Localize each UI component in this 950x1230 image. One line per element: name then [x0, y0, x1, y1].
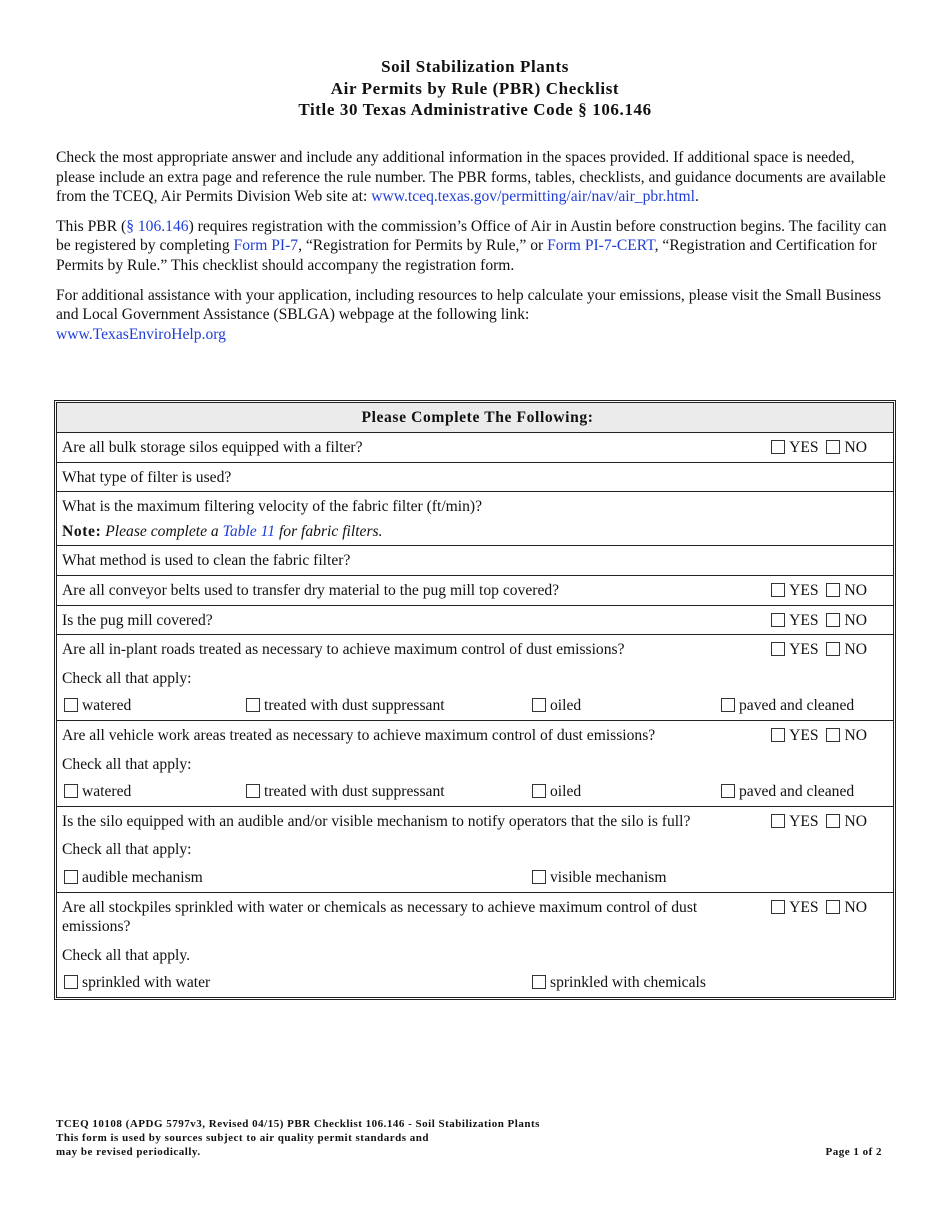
title-line-1: Soil Stabilization Plants [381, 57, 569, 76]
yes-no-group [771, 611, 867, 631]
no-checkbox[interactable] [826, 642, 840, 656]
form-pi-7-cert-link[interactable]: Form PI-7-CERT [547, 237, 655, 255]
checkbox[interactable] [246, 698, 260, 712]
no-checkbox[interactable] [826, 440, 840, 454]
question-row-silos-filter [57, 432, 893, 462]
question-row-pug-mill [57, 605, 893, 635]
intro-p2-c: , “Registration for Permits by Rule,” or [298, 237, 548, 255]
no-label: NO [844, 581, 867, 599]
intro-paragraph-2 [56, 217, 896, 276]
yes-checkbox[interactable] [771, 583, 785, 597]
yes-checkbox[interactable] [771, 613, 785, 627]
yes-label: YES [789, 611, 819, 629]
yes-checkbox[interactable] [771, 814, 785, 828]
checkbox[interactable] [721, 698, 735, 712]
check-all-label: Check all that apply: [62, 755, 192, 773]
no-label: NO [844, 812, 867, 830]
option-paved-cleaned[interactable]: paved and cleaned [721, 696, 854, 716]
checkbox[interactable] [64, 870, 78, 884]
option-watered[interactable]: watered [64, 696, 131, 716]
title-line-2: Air Permits by Rule (PBR) Checklist [330, 78, 620, 98]
question-row-filter-velocity[interactable] [57, 491, 893, 521]
note-text-a: Please complete a [105, 522, 223, 540]
no-label: NO [844, 726, 867, 744]
yes-checkbox[interactable] [771, 440, 785, 454]
yes-label: YES [789, 812, 819, 830]
checkbox[interactable] [64, 975, 78, 989]
yes-checkbox[interactable] [771, 728, 785, 742]
question-row-in-plant-roads [57, 634, 893, 720]
no-label: NO [844, 641, 867, 659]
footer-note-2: may be revised periodically. [56, 1146, 201, 1158]
options-silo-mechanism [62, 868, 893, 888]
checkbox[interactable] [532, 784, 546, 798]
question-row-filter-type[interactable] [57, 462, 893, 492]
yes-no-group [771, 438, 867, 458]
form-pi-7-link[interactable]: Form PI-7 [233, 237, 299, 255]
question-text: Are all bulk storage silos equipped with a filter? [62, 439, 363, 456]
check-all-label: Check all that apply: [62, 841, 192, 859]
options-vehicle-areas [62, 782, 893, 802]
check-all-label: Check all that apply. [62, 946, 191, 964]
page-footer [56, 1117, 882, 1159]
footer-form-id: TCEQ 10108 (APDG 5797v3, Revised 04/15) PBR Checklist 106.146 - Soil Stabilization Plants [56, 1118, 540, 1130]
no-checkbox[interactable] [826, 900, 840, 914]
question-text: Are all vehicle work areas treated as necessary to achieve maximum control of dust emissions? [62, 726, 656, 744]
document-title [0, 56, 950, 121]
checkbox[interactable] [532, 870, 546, 884]
intro-p3-text: For additional assistance with your application, including resources to help calculate your emissions, please visit the Small Business and Local Government Assistance (SBLGA) webpage at the following link: [56, 286, 882, 324]
checkbox[interactable] [246, 784, 260, 798]
yes-checkbox[interactable] [771, 900, 785, 914]
option-oiled[interactable]: oiled [532, 782, 581, 802]
question-row-vehicle-work-areas [57, 720, 893, 806]
yes-label: YES [789, 898, 819, 916]
rule-106-146-link[interactable]: § 106.146 [126, 217, 189, 235]
yes-label: YES [789, 641, 819, 659]
yes-label: YES [789, 439, 819, 456]
question-text: Are all conveyor belts used to transfer dry material to the pug mill top covered? [62, 581, 560, 599]
question-row-clean-method[interactable] [57, 545, 893, 575]
no-checkbox[interactable] [826, 814, 840, 828]
intro-p1-text: Check the most appropriate answer and include any additional information in the spaces provided. If additional space is needed, please include an extra page and reference the rule number. The PBR forms, tables, checklists, and guidance documents are available from the TCEQ, Air Permits Division Web site at: [56, 149, 886, 206]
option-dust-suppressant[interactable]: treated with dust suppressant [246, 782, 445, 802]
question-text: What type of filter is used? [62, 468, 232, 486]
footer-note-1: This form is used by sources subject to air quality permit standards and [56, 1132, 429, 1144]
option-sprinkled-water[interactable]: sprinkled with water [64, 973, 210, 993]
sblga-link[interactable]: www.TexasEnviroHelp.org [56, 325, 226, 343]
note-label: Note: [62, 522, 102, 540]
no-label: NO [844, 611, 867, 629]
question-text: Is the silo equipped with an audible and/or visible mechanism to notify operators that the silo is full? [62, 812, 691, 830]
intro-section [56, 148, 896, 354]
no-checkbox[interactable] [826, 613, 840, 627]
table-11-link[interactable]: Table 11 [222, 522, 276, 540]
checklist-header: Please Complete The Following: [57, 403, 893, 432]
no-label: NO [844, 898, 867, 916]
intro-paragraph-3 [56, 286, 896, 345]
yes-no-group [771, 581, 867, 601]
intro-p2-d: , “Registration and Certification for Permits by Rule.” This checklist should accompany the registration form. [56, 237, 877, 274]
option-sprinkled-chemicals[interactable]: sprinkled with chemicals [532, 973, 706, 993]
yes-no-group [771, 812, 867, 832]
check-all-label: Check all that apply: [62, 669, 192, 687]
question-row-conveyor-belts [57, 575, 893, 605]
question-row-silo-mechanism [57, 806, 893, 892]
note-row [57, 521, 893, 546]
pbr-website-link[interactable]: www.tceq.texas.gov/permitting/air/nav/air_pbr.html [371, 188, 696, 206]
no-label: NO [844, 439, 867, 456]
checkbox[interactable] [532, 975, 546, 989]
checkbox[interactable] [532, 698, 546, 712]
intro-p2-b: ) requires registration with the commission’s Office of Air in Austin before construction begins. The facility can be registered by completing [56, 217, 887, 255]
intro-p2-a: This PBR ( [56, 217, 127, 235]
yes-no-group [771, 898, 867, 918]
option-paved-cleaned[interactable]: paved and cleaned [721, 782, 854, 802]
intro-p1-end: . [695, 188, 699, 206]
option-visible[interactable]: visible mechanism [532, 868, 667, 888]
checkbox[interactable] [64, 784, 78, 798]
question-text: What method is used to clean the fabric filter? [62, 552, 351, 570]
checkbox[interactable] [721, 784, 735, 798]
title-line-3: Title 30 Texas Administrative Code § 106.146 [298, 100, 652, 119]
question-text: Are all in-plant roads treated as necessary to achieve maximum control of dust emissions? [62, 641, 625, 659]
question-text: Is the pug mill covered? [62, 611, 213, 629]
option-dust-suppressant[interactable]: treated with dust suppressant [246, 696, 445, 716]
no-checkbox[interactable] [826, 728, 840, 742]
yes-label: YES [789, 581, 819, 599]
yes-no-group [771, 640, 867, 660]
yes-no-group [771, 726, 867, 746]
question-text: Are all stockpiles sprinkled with water or chemicals as necessary to achieve maximum control of dust emissions? [62, 898, 698, 936]
options-stockpiles [62, 973, 893, 993]
yes-label: YES [789, 726, 819, 744]
note-text-b: for fabric filters. [275, 522, 383, 540]
intro-paragraph-1 [56, 148, 896, 207]
option-oiled[interactable]: oiled [532, 696, 581, 716]
yes-checkbox[interactable] [771, 642, 785, 656]
page-number: Page 1 of 2 [825, 1146, 882, 1158]
checkbox[interactable] [64, 698, 78, 712]
question-row-stockpiles [57, 892, 893, 997]
checklist-table [54, 400, 896, 1000]
no-checkbox[interactable] [826, 583, 840, 597]
question-text: What is the maximum filtering velocity of the fabric filter (ft/min)? [62, 498, 483, 516]
options-roads [62, 696, 893, 716]
option-audible[interactable]: audible mechanism [64, 868, 203, 888]
option-watered[interactable]: watered [64, 782, 131, 802]
